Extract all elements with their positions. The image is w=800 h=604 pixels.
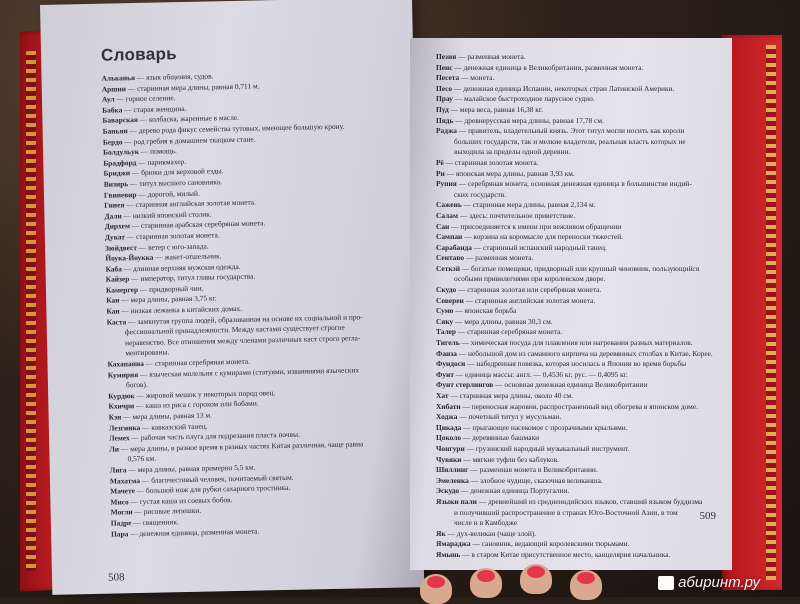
entry-term: Лемех: [108, 433, 130, 443]
entry-definition: — небольшой дом из саманного кирпича на деревянных столбах в Китае, Корее.: [456, 348, 713, 358]
entry-definition: особыми привилегиями при королевском дворе.: [454, 274, 606, 284]
entry-term: Салам: [436, 210, 458, 220]
dictionary-entry: [436, 370, 712, 381]
entry-definition: — большой нож для рубки сахарного тростника.: [134, 483, 291, 496]
fingernail: [477, 570, 495, 582]
entry-definition: — старинная серебряная монета.: [456, 327, 563, 337]
entry-definition: — жакет-отшельник.: [153, 251, 222, 262]
entry-definition: — переносная жаровня, распространенный вид обогрева в японском доме.: [460, 401, 698, 411]
entry-term: Брадфорд: [103, 157, 137, 168]
dictionary-entry: [436, 455, 712, 466]
entry-term: Мисо: [110, 497, 129, 507]
entry-term: Кэн: [108, 412, 122, 422]
entry-definition: — помощь.: [138, 146, 177, 157]
entry-definition: — колбаска, жаренные в масле.: [137, 113, 240, 125]
entry-definition: — старинная мера длины, около 40 см.: [448, 391, 574, 400]
entry-definition: — жировой мешок у некоторых пород овец.: [134, 387, 276, 400]
entry-term: Сажень: [436, 200, 462, 210]
entry-definition: — японская мера длины, равная 3,93 км.: [444, 168, 575, 178]
dictionary-entry: [436, 338, 712, 349]
page-number-right: 509: [699, 510, 716, 522]
entry-definition: — дерево рода фикус семейства тутовых, имеющее большую крону.: [127, 121, 345, 136]
entry-definition: — ветер с юго-запада.: [136, 241, 209, 252]
dictionary-entry: [436, 423, 712, 434]
entry-term: Пядь: [436, 115, 454, 125]
dictionary-entry: [436, 529, 712, 540]
cover-ornament-right: [766, 45, 776, 580]
entry-term: Ямараджа: [436, 539, 471, 549]
right-entry-list: [436, 52, 712, 561]
finger: [520, 564, 552, 594]
entry-definition: — старинная английская золотая монета.: [463, 295, 596, 305]
entry-term: Дукат: [104, 232, 126, 242]
dictionary-entry: [436, 211, 712, 222]
entry-term: Могли: [110, 507, 133, 517]
dictionary-entry: [436, 476, 712, 487]
entry-term: Чувяки: [436, 454, 462, 464]
entry-definition: и получивший распространение в странах Юго-Восточной Азии, в том: [454, 507, 678, 517]
entry-definition: — малайское быстроходное парусное судно.: [452, 94, 595, 104]
entry-definition: — низкий японский столик.: [121, 209, 212, 221]
entry-term: Бабка: [102, 105, 123, 115]
entry-definition: — денежная единица в Великобритании, разменная монета.: [452, 62, 644, 72]
fingernail: [427, 576, 445, 588]
entry-definition: — правитель, владетельный князь. Этот титул могли носить как короли: [457, 126, 685, 136]
dictionary-entry: [436, 105, 712, 116]
entry-term: Визирь: [103, 179, 129, 189]
entry-definition: — монета.: [459, 73, 495, 83]
dictionary-entry: [436, 222, 712, 233]
entry-definition: — рисовые лепешки.: [132, 506, 202, 517]
left-entry-list: [101, 68, 403, 540]
cover-ornament-left: [26, 51, 36, 572]
entry-definition: — рабочая часть плуга для подрезания пласта почвы.: [129, 429, 301, 443]
entry-definition: богов).: [125, 380, 148, 390]
dictionary-entry: [436, 412, 712, 423]
entry-term: Цоколо: [436, 433, 462, 443]
entry-definition: — род гребня в домашнем ткацком стане.: [122, 134, 256, 146]
entry-term: Песета: [436, 73, 460, 83]
entry-definition: — мера длины, в разное время в разных частях Китая различная, чаще равна: [118, 439, 364, 454]
entry-term: Курдюк: [108, 390, 135, 401]
entry-term: Лига: [109, 465, 127, 475]
entry-definition: — старинная мера длины, равная 2,134 м.: [461, 200, 596, 210]
entry-term: Эскудо: [436, 486, 460, 496]
dictionary-entry: [436, 126, 712, 137]
watermark: [658, 574, 760, 591]
dictionary-entry: [436, 94, 712, 105]
entry-definition: — длинная верхняя мужская одежда.: [121, 261, 241, 274]
dictionary-entry: [436, 52, 712, 63]
fingernail: [527, 566, 545, 578]
entry-term: Махатма: [109, 475, 141, 486]
entry-definition: — деревянные башмаки: [461, 433, 540, 443]
entry-definition: — старинная мера длины, равная 0,711 м.: [125, 81, 260, 93]
right-page: [410, 38, 732, 570]
entry-definition: — корзина на коромысле для переноски тяжестей.: [462, 232, 624, 242]
entry-term: Баварская: [102, 115, 139, 126]
dictionary-entry: [436, 158, 712, 169]
fingernail: [577, 572, 595, 584]
entry-term: Бердо: [102, 136, 123, 147]
dictionary-entry: [436, 327, 712, 338]
entry-term: Зюйдвест: [105, 242, 138, 253]
entry-definition: — старинная арабская серебряная монета.: [129, 218, 266, 231]
entry-term: Сумо: [436, 306, 454, 316]
entry-term: Хибати: [436, 401, 461, 411]
entry-term: Кумирня: [107, 369, 139, 380]
entry-definition: — разменная монета в Великобритании.: [468, 465, 598, 475]
entry-term: Аул: [101, 94, 115, 104]
entry-definition: — старинная серебряная монета.: [143, 356, 251, 368]
entry-term: Гинея: [104, 200, 125, 210]
entry-definition: — древнерусская мера длины, равная 17,78 см.: [453, 115, 604, 125]
entry-term: Ходжа: [436, 412, 458, 422]
entry-definition: — основная денежная единица Великобритании: [493, 380, 648, 390]
finger: [570, 570, 602, 600]
entry-definition: — горное селение.: [114, 93, 176, 104]
entry-term: Дирхем: [104, 221, 131, 232]
entry-definition: — старинная золотая монета.: [124, 230, 220, 242]
dictionary-entry: [436, 285, 712, 296]
entry-term: Йоука-Йоукка: [105, 252, 154, 263]
dictionary-entry: [436, 402, 712, 413]
entry-definition: — старинная золотая монета.: [443, 157, 539, 167]
page-heading: Словарь: [100, 44, 178, 65]
entry-definition: числе и в Камбодже: [454, 518, 517, 528]
entry-definition: больших государств, так и мелкие владетели, реальная власть которых не: [454, 136, 686, 146]
entry-definition: ских государств.: [454, 189, 507, 199]
entry-term: Гвиневир: [103, 189, 137, 200]
entry-definition: — денежная единица Испании, некоторых стран Латинской Америки.: [452, 83, 675, 93]
entry-term: Кайзер: [105, 274, 130, 284]
dictionary-entry: [436, 274, 712, 285]
entry-definition: — прыгающее насекомое с прозрачными крыльями.: [461, 422, 628, 432]
dictionary-entry: [436, 391, 712, 402]
entry-term: Кахапанна: [107, 358, 144, 369]
entry-term: Сампан: [436, 232, 463, 242]
entry-term: Кан: [106, 295, 120, 306]
entry-term: Каба: [105, 264, 122, 274]
entry-definition: — японская борьба: [453, 306, 517, 316]
entry-definition: — старинная золотая или серебряная монета.: [456, 285, 602, 295]
entry-definition: — низкая лежанка в китайских домах.: [119, 303, 243, 316]
entry-term: Пенс: [436, 62, 453, 72]
dictionary-entry: [436, 296, 712, 307]
entry-term: Скудо: [436, 285, 457, 295]
entry-term: Пезия: [436, 52, 457, 61]
entry-term: Альканья: [101, 73, 136, 83]
entry-term: Языки пали: [436, 496, 477, 506]
dictionary-entry: [436, 550, 712, 561]
entry-term: Раджа: [436, 126, 458, 136]
entry-term: Бриджи: [103, 168, 131, 179]
entry-definition: — священник.: [131, 517, 179, 528]
entry-definition: — разменная монета.: [464, 253, 534, 263]
dictionary-entry: [436, 518, 712, 529]
entry-definition: — старинный испанский народный танец.: [471, 242, 607, 252]
entry-definition: — дорогой, милый.: [136, 188, 200, 199]
entry-definition: ментированы.: [125, 347, 170, 358]
entry-term: Сентаво: [436, 253, 465, 263]
dictionary-entry: [436, 179, 712, 190]
entry-term: Сан: [436, 221, 450, 231]
entry-definition: — каша из риса с горохом или бобами.: [134, 398, 259, 411]
entry-definition: 0,576 км.: [127, 454, 157, 464]
entry-definition: — древнейший из среднеиндийских языков, ставший языком буддизма: [476, 496, 703, 506]
entry-term: Аршин: [101, 83, 127, 94]
dictionary-entry: [436, 317, 712, 328]
entry-term: Фанза: [436, 348, 457, 358]
entry-definition: — придворный чин.: [137, 283, 204, 294]
entry-definition: — старая женщина.: [122, 103, 187, 115]
entry-term: Соверен: [436, 295, 464, 305]
entry-term: Хат: [436, 391, 449, 400]
entry-definition: — парикмахер.: [136, 156, 187, 167]
entry-definition: — мера длины, равная 13 м.: [121, 410, 213, 422]
entry-definition: — денежная единица Португалии.: [459, 486, 570, 496]
entry-term: Камергер: [105, 284, 139, 295]
entry-term: Пара: [110, 528, 129, 539]
dictionary-entry: [436, 73, 712, 84]
entry-term: Шиллинг: [436, 465, 469, 475]
entry-term: Кхичри: [108, 401, 135, 412]
entry-definition: — дух-великан (чаще злой).: [445, 528, 537, 538]
entry-term: Песо: [436, 83, 453, 93]
entry-definition: — в старом Китае присутственное место, канцелярия начальника.: [460, 549, 671, 559]
entry-term: Чонгури: [436, 443, 465, 453]
entry-definition: — мера длины, равная примерно 5,5 км.: [126, 462, 256, 475]
entry-definition: — густая каша из соевых бобов.: [128, 494, 233, 507]
dictionary-entry: [436, 486, 712, 497]
labirint-logo-icon: [658, 576, 674, 590]
dictionary-entry: [436, 349, 712, 360]
dictionary-entry: [436, 137, 712, 148]
entry-term: Прау: [436, 94, 453, 104]
entry-term: Сеткэй: [436, 263, 460, 273]
entry-definition: — единица массы: англ. — 0,4536 кг, рус. — 0,4095 кг.: [453, 369, 628, 379]
entry-term: Рё: [436, 157, 444, 167]
entry-term: Болдульук: [103, 147, 140, 157]
entry-definition: — грузинский народный музыкальный инструмент.: [464, 443, 630, 453]
entry-term: Сяку: [436, 316, 454, 326]
dictionary-entry: [436, 465, 712, 476]
left-page: [40, 0, 424, 595]
entry-definition: — мера длины, равная 3,75 кг.: [119, 293, 217, 305]
entry-term: Пуд: [436, 104, 449, 114]
entry-definition: — кавказский танец.: [140, 421, 208, 432]
entry-definition: — присоединяется к имени при вежливом обращении: [449, 221, 622, 231]
entry-definition: — мера длины, равная 30,3 см.: [453, 316, 553, 326]
entry-definition: — здесь: почтительное приветствие.: [457, 210, 576, 220]
dictionary-entry: [436, 497, 712, 508]
entry-definition: — разменная монета.: [456, 52, 526, 61]
dictionary-entry: [436, 84, 712, 95]
entry-definition: — титул высшего сановника.: [128, 177, 222, 189]
entry-definition: — серебряная монета, основная денежная единица в большинстве индий-: [456, 179, 692, 189]
entry-definition: фессиональной принадлежности. Между кастами существует строгое: [124, 322, 345, 337]
entry-term: Фундоси: [436, 359, 466, 369]
entry-definition: выходила за пределы одной деревни.: [454, 147, 571, 157]
entry-term: Сарабанда: [436, 242, 472, 252]
entry-definition: — набедренная повязка, которая носилась в Японии во время борьбы: [465, 359, 687, 369]
entry-term: Баньян: [102, 126, 128, 136]
dictionary-entry: [436, 63, 712, 74]
dictionary-entry: [436, 380, 712, 391]
page-number-left: 508: [107, 571, 125, 584]
entry-term: Як: [436, 528, 446, 538]
entry-definition: — замкнутая группа людей, образованная на основе их социальной и про-: [126, 311, 363, 326]
entry-definition: — сановник, ведающий королевскими тюрьмами.: [470, 539, 630, 549]
entry-term: Ямынь: [436, 549, 461, 559]
entry-definition: — мера веса, равная 16,38 кг.: [448, 104, 543, 114]
dictionary-entry: [436, 433, 712, 444]
dictionary-entry: [436, 359, 712, 370]
dictionary-entry: [436, 508, 712, 519]
entry-term: Рупия: [436, 179, 457, 189]
entry-definition: — мягкие туфли без каблуков.: [461, 454, 559, 464]
dictionary-entry: [436, 306, 712, 317]
dictionary-entry: [436, 116, 712, 127]
entry-definition: — брюки для верховой езды.: [130, 166, 224, 178]
dictionary-entry: [436, 232, 712, 243]
dictionary-entry: [436, 264, 712, 275]
entry-term: Каста: [106, 316, 127, 327]
dictionary-entry: [436, 444, 712, 455]
dictionary-entry: [436, 169, 712, 180]
entry-term: Фунт стерлингов: [436, 380, 494, 390]
entry-definition: — император, титул главы государства.: [129, 271, 256, 284]
dictionary-entry: [436, 147, 712, 158]
entry-term: Ли: [109, 444, 120, 454]
entry-definition: — химическая посуда для плавления или нагревания разных материалов.: [459, 338, 693, 348]
finger: [470, 568, 502, 598]
entry-definition: — язык общения, судов.: [134, 71, 214, 83]
entry-term: Фунт: [436, 369, 454, 379]
entry-term: Эмеленка: [436, 475, 469, 485]
entry-term: Дали: [104, 211, 122, 221]
entry-definition: — богатые помещики, придворный или крупный чиновник, пользующийся: [459, 263, 700, 273]
entry-term: Ри: [436, 168, 445, 178]
entry-definition: — языческая молельня с кумирами (статуями, изваяниями языческих: [138, 365, 360, 379]
entry-definition: неравенство. Все отношения между членами различных каст строго регла-: [124, 333, 361, 348]
dictionary-entry: [436, 190, 712, 201]
dictionary-entry: [436, 253, 712, 264]
hand-fingers: [420, 560, 630, 600]
finger: [420, 574, 452, 604]
entry-term: Цикада: [436, 422, 462, 432]
entry-term: Талер: [436, 327, 457, 337]
entry-term: Падре: [110, 518, 132, 528]
entry-definition: — благочестивый человек, почитаемый святым.: [139, 472, 294, 485]
entry-term: Лезгинка: [108, 422, 141, 433]
entry-term: Кан: [106, 306, 120, 316]
entry-term: Мачете: [110, 486, 136, 496]
entry-definition: — злобное чудище, сказочная великанша.: [468, 475, 603, 485]
entry-definition: — денежная единица, разменная монета.: [128, 526, 260, 538]
dictionary-entry: [436, 200, 712, 211]
entry-definition: — почетный титул у мусульман.: [457, 412, 562, 422]
dictionary-entry: [436, 539, 712, 550]
entry-term: Тигель: [436, 338, 460, 348]
watermark-text: абиринт.ру: [678, 574, 760, 591]
dictionary-entry: [436, 243, 712, 254]
entry-definition: — старинная английская золотая монета.: [124, 197, 256, 210]
